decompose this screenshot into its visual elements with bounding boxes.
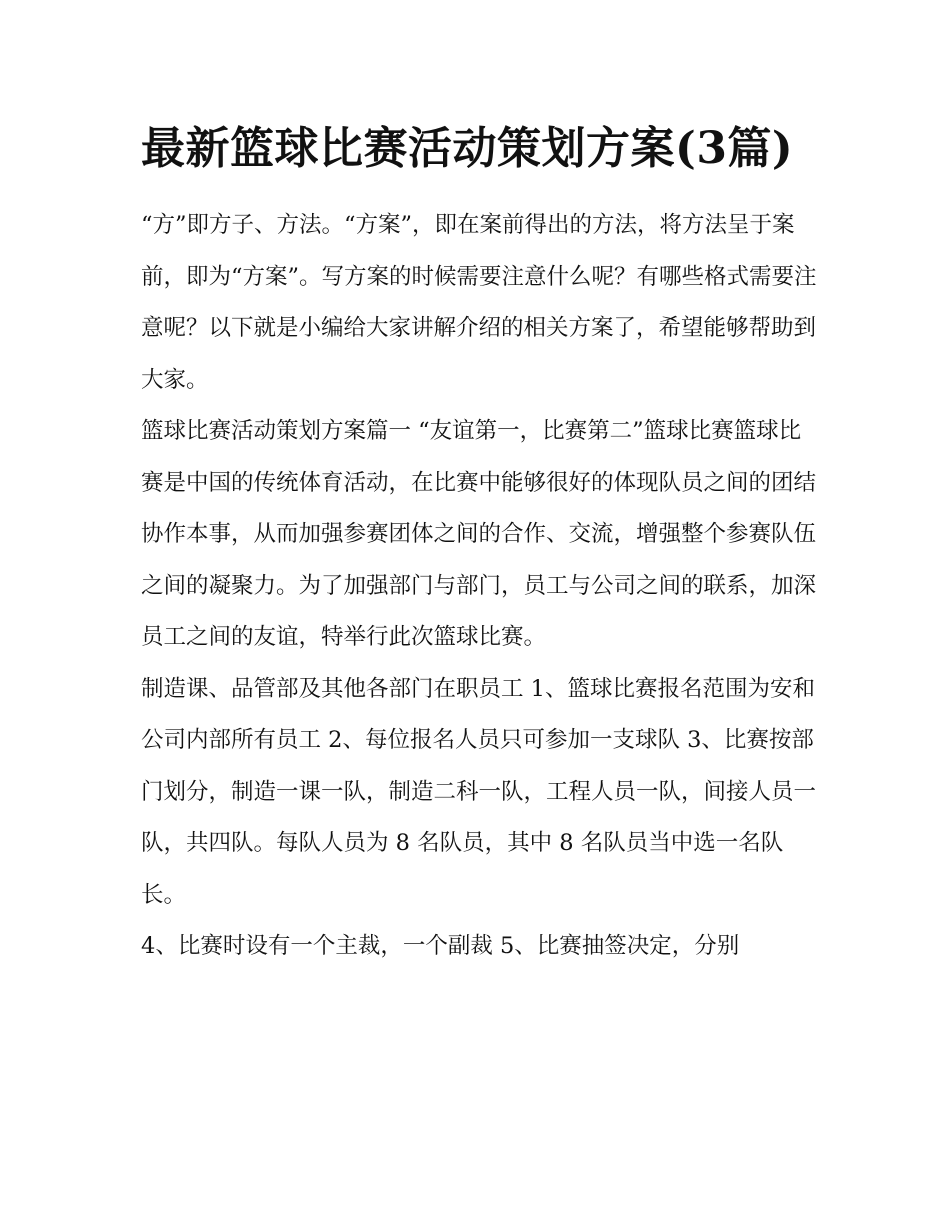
paragraph-intro: “方”即方子、方法。“方案”，即在案前得出的方法，将方法呈于案前，即为“方案”。写方案的时候需要注意什么呢？有哪些格式需要注意呢？以下就是小编给大家讲解介绍的相关方案了，希望能够帮助到大家。 [141, 212, 817, 393]
document-title: 最新篮球比赛活动策划方案(3篇) [141, 123, 794, 174]
paragraph-plan-one: 篮球比赛活动策划方案篇一 “友谊第一，比赛第二”篮球比赛篮球比赛是中国的传统体育活动，在比赛中能够很好的体现队员之间的团结协作本事，从而加强参赛团体之间的合作、交流，增强整个参赛队伍之间的凝聚力。为了加强部门与部门，员工与公司之间的联系，加深员工之间的友谊，特举行此次篮球比赛。 [141, 418, 817, 650]
paragraph-participants: 制造课、品管部及其他各部门在职员工 1、篮球比赛报名范围为安和公司内部所有员工 2、每位报名人员只可参加一支球队 3、比赛按部门划分，制造一课一队，制造二科一队，工程人员一队，间接人员一队，共四队。每队人员为 8 名队员，其中 8 名队员当中选一名队长。 [141, 675, 817, 908]
paragraph-referees: 4、比赛时设有一个主裁，一个副裁 5、比赛抽签决定，分别 [141, 933, 740, 959]
title-spacing [141, 186, 821, 200]
document-body [141, 112, 821, 973]
